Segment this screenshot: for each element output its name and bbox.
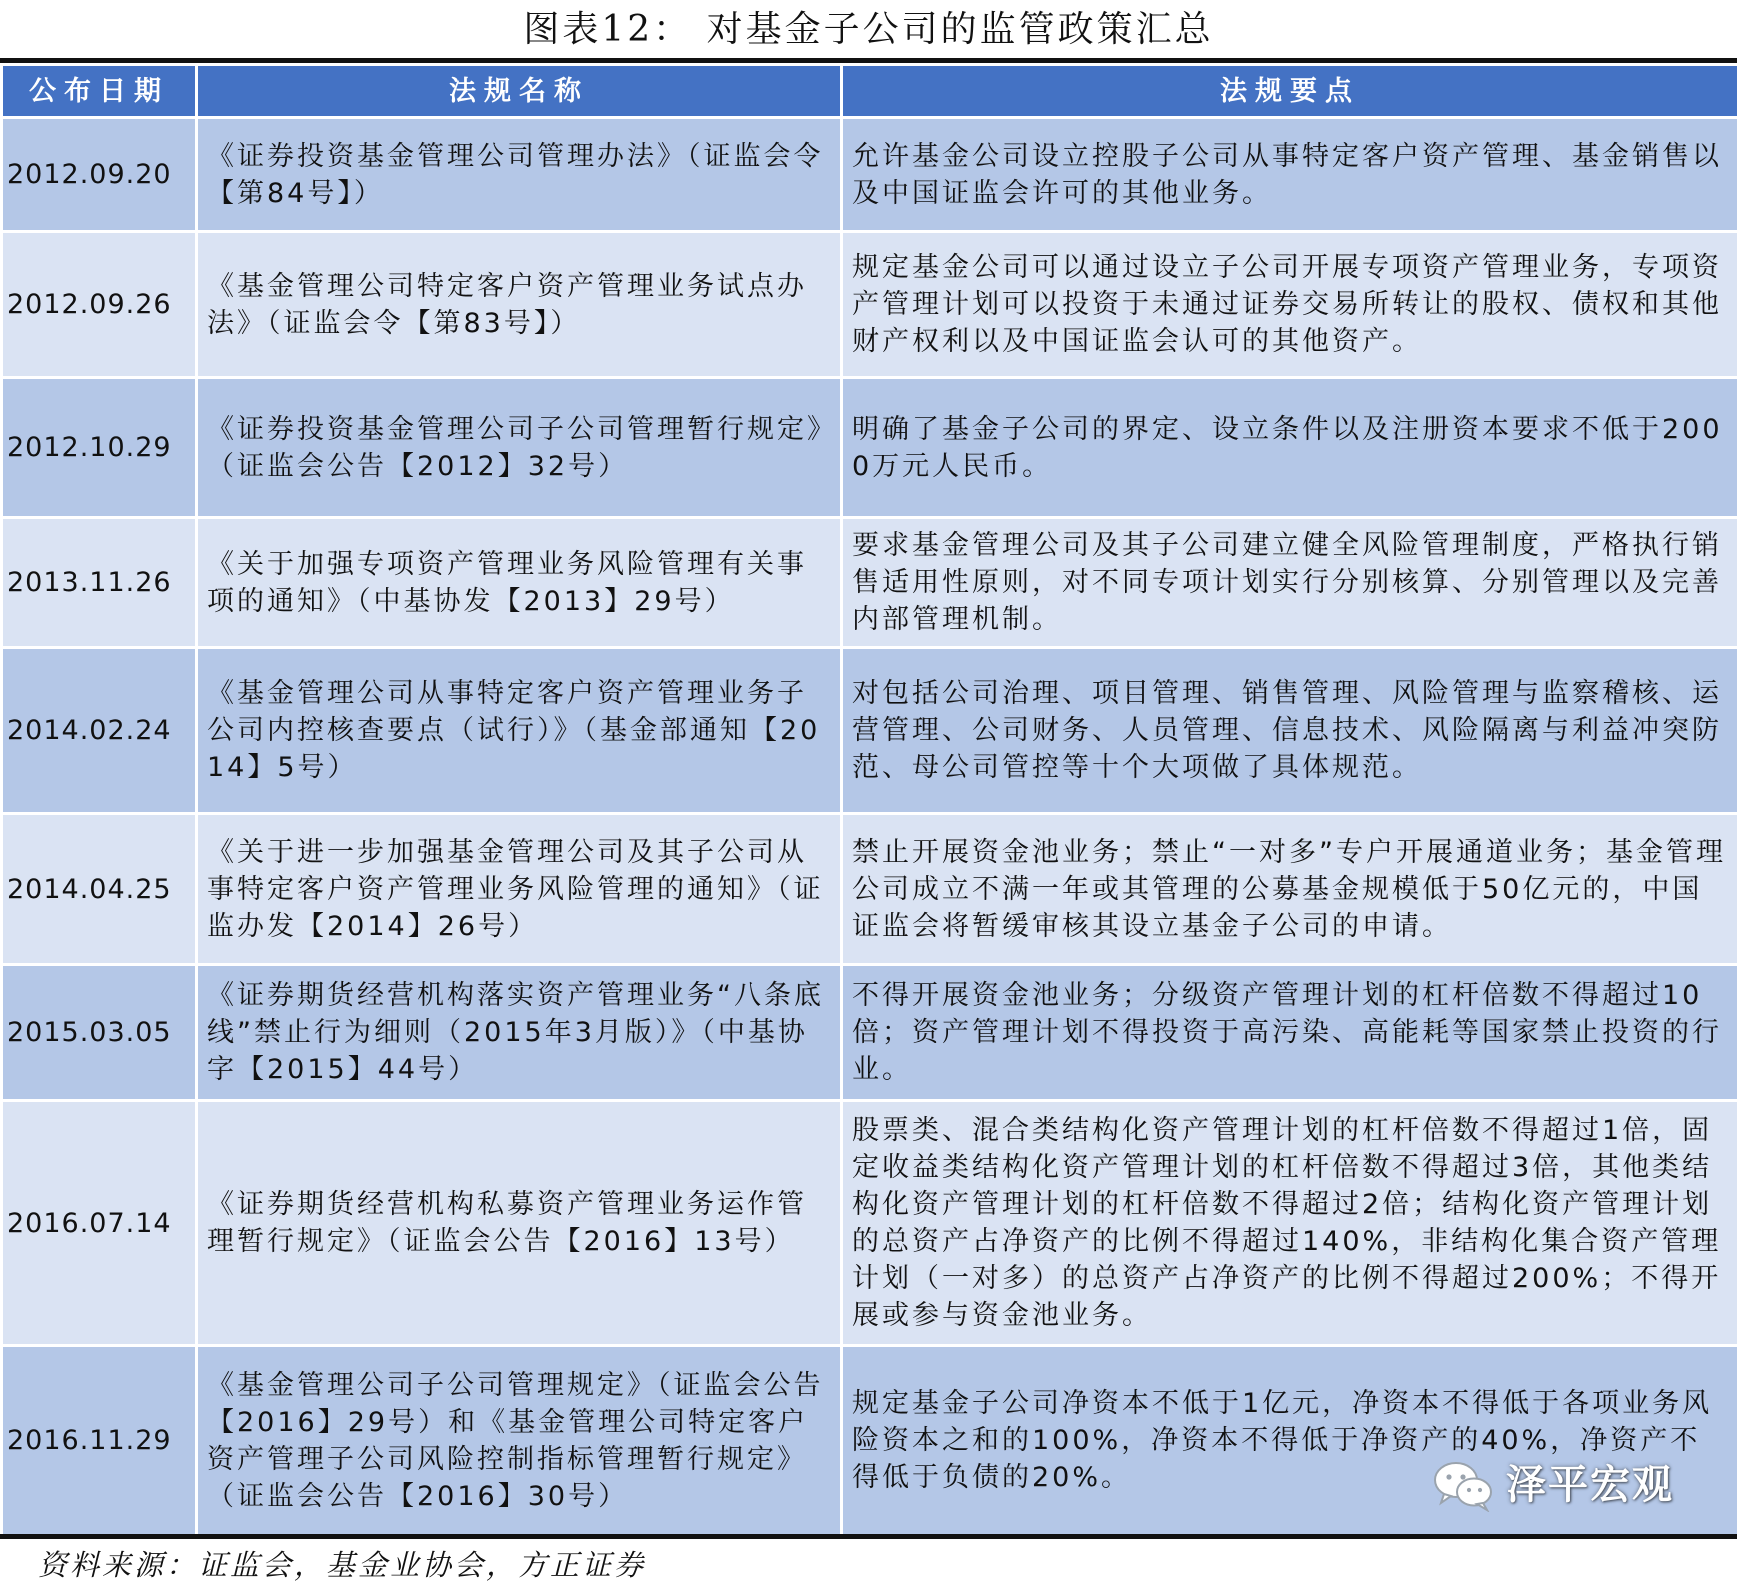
row-date: 2014.02.24 — [2, 648, 197, 814]
row-regulation-name: 《基金管理公司特定客户资产管理业务试点办法》（证监会令【第83号】） — [197, 232, 842, 378]
row-key-points: 规定基金公司可以通过设立子公司开展专项资产管理业务，专项资产管理计划可以投资于未通过证券交易所转让的股权、债权和其他财产权利以及中国证监会认可的其他资产。 — [842, 232, 1737, 378]
row-date: 2016.07.14 — [2, 1101, 197, 1346]
header-row — [2, 65, 1737, 118]
column-header-name: 法规名称 — [197, 65, 842, 118]
row-date: 2013.11.26 — [2, 518, 197, 648]
policy-table — [0, 63, 1737, 1537]
row-regulation-name: 《证券投资基金管理公司管理办法》（证监会令【第84号】） — [197, 118, 842, 232]
row-date: 2012.09.20 — [2, 118, 197, 232]
table-row — [2, 965, 1737, 1101]
table-row — [2, 118, 1737, 232]
row-key-points: 要求基金管理公司及其子公司建立健全风险管理制度，严格执行销售适用性原则，对不同专项计划实行分别核算、分别管理以及完善内部管理机制。 — [842, 518, 1737, 648]
table-row — [2, 518, 1737, 648]
watermark — [1432, 1458, 1674, 1512]
table-row — [2, 378, 1737, 518]
row-regulation-name: 《证券投资基金管理公司子公司管理暂行规定》（证监会公告【2012】32号） — [197, 378, 842, 518]
row-regulation-name: 《关于进一步加强基金管理公司及其子公司从事特定客户资产管理业务风险管理的通知》（证监办发【2014】26号） — [197, 814, 842, 965]
row-date: 2015.03.05 — [2, 965, 197, 1101]
row-key-points: 规定基金子公司净资本不低于1亿元，净资本不得低于各项业务风险资本之和的100%，净资本不得低于净资产的40%，净资产不得低于负债的20%。 — [842, 1346, 1737, 1536]
row-regulation-name: 《基金管理公司从事特定客户资产管理业务子公司内控核查要点（试行）》（基金部通知【2014】5号） — [197, 648, 842, 814]
row-regulation-name: 《基金管理公司子公司管理规定》（证监会公告【2016】29号）和《基金管理公司特定客户资产管理子公司风险控制指标管理暂行规定》（证监会公告【2016】30号） — [197, 1346, 842, 1536]
source-note: 资料来源：证监会，基金业协会，方正证券 — [38, 1548, 647, 1582]
row-key-points: 允许基金公司设立控股子公司从事特定客户资产管理、基金销售以及中国证监会许可的其他业务。 — [842, 118, 1737, 232]
row-key-points: 禁止开展资金池业务；禁止“一对多”专户开展通道业务；基金管理公司成立不满一年或其管理的公募基金规模低于50亿元的，中国证监会将暂缓审核其设立基金子公司的申请。 — [842, 814, 1737, 965]
row-date: 2016.11.29 — [2, 1346, 197, 1536]
bottom-rule — [0, 1534, 1737, 1539]
watermark-text: 泽平宏观 — [1506, 1462, 1674, 1508]
row-regulation-name: 《证券期货经营机构私募资产管理业务运作管理暂行规定》（证监会公告【2016】13号） — [197, 1101, 842, 1346]
row-date: 2014.04.25 — [2, 814, 197, 965]
row-regulation-name: 《关于加强专项资产管理业务风险管理有关事项的通知》（中基协发【2013】29号） — [197, 518, 842, 648]
table-row — [2, 648, 1737, 814]
wechat-icon — [1432, 1458, 1494, 1512]
column-header-points: 法规要点 — [842, 65, 1737, 118]
table-row — [2, 232, 1737, 378]
row-key-points: 对包括公司治理、项目管理、销售管理、风险管理与监察稽核、运营管理、公司财务、人员管理、信息技术、风险隔离与利益冲突防范、母公司管控等十个大项做了具体规范。 — [842, 648, 1737, 814]
row-key-points: 不得开展资金池业务；分级资产管理计划的杠杆倍数不得超过10倍；资产管理计划不得投资于高污染、高能耗等国家禁止投资的行业。 — [842, 965, 1737, 1101]
row-regulation-name: 《证券期货经营机构落实资产管理业务“八条底线”禁止行为细则（2015年3月版）》（中基协字【2015】44号） — [197, 965, 842, 1101]
column-header-date: 公布日期 — [2, 65, 197, 118]
row-date: 2012.10.29 — [2, 378, 197, 518]
table-row — [2, 814, 1737, 965]
table-row — [2, 1101, 1737, 1346]
row-date: 2012.09.26 — [2, 232, 197, 378]
row-key-points: 股票类、混合类结构化资产管理计划的杠杆倍数不得超过1倍，固定收益类结构化资产管理计划的杠杆倍数不得超过3倍，其他类结构化资产管理计划的杠杆倍数不得超过2倍；结构化资产管理计划的总资产占净资产的比例不得超过140%，非结构化集合资产管理计划（一对多）的总资产占净资产的比例不得超过200%；不得开展或参与资金池业务。 — [842, 1101, 1737, 1346]
table-title: 图表12： 对基金子公司的监管政策汇总 — [523, 9, 1214, 50]
row-key-points: 明确了基金子公司的界定、设立条件以及注册资本要求不低于2000万元人民币。 — [842, 378, 1737, 518]
